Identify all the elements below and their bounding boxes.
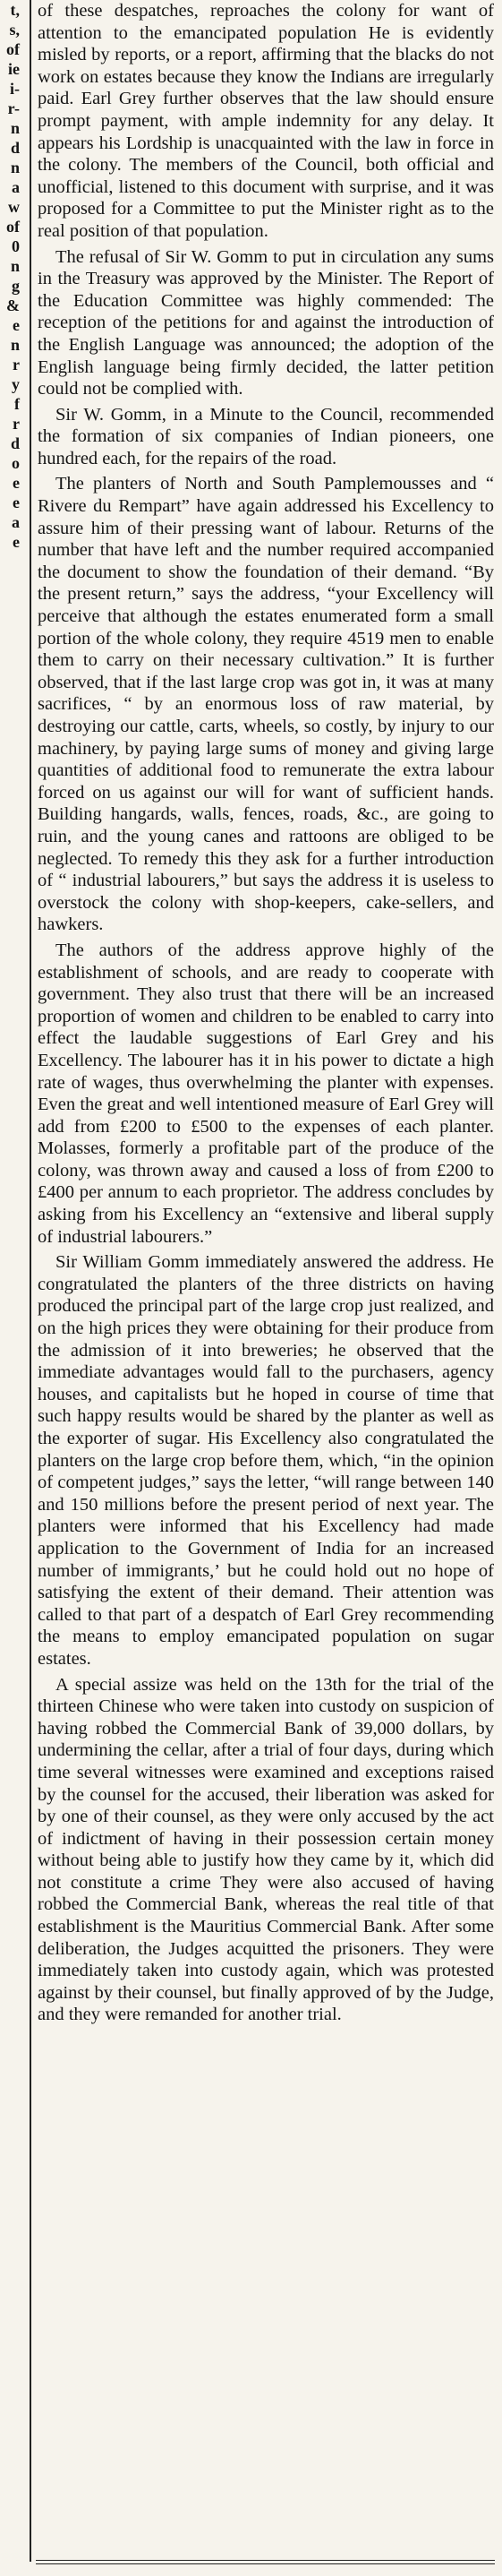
fragment-line: e <box>13 533 20 551</box>
fragment-line: t, <box>10 1 20 19</box>
fragment-line: g <box>12 277 20 295</box>
fragment-line: f <box>14 395 20 413</box>
paragraph-planters-address: The planters of North and South Pamplemousses and “ Rivere du Rempart” have again addressed his Excellency to assure him of their pressing want of labour. Returns of the number that have left and the number required accompanied the document to show the foundation of their demand. “By the present return,” says the address, “your Excellency will perceive that although the estates enumerated form a small portion of the whole colony, they require 4519 men to enable them to carry on their necessary cultivation.” It is further observed, that if the last large crop was got in, it was at many sacrifices, “ by an enormous loss of raw material, by destroying our cattle, carts, wheels, so costly, by injury to our machinery, by paying large sums of money and giving large quantities of additional food to remunerate the extra labour forced on us against our will for want of sufficient hands. Building hangards, walls, fences, roads, &c., are going to ruin, and the young canes and rattoons are obliged to be neglected. To remedy this they ask for a further introduction of “ industrial labourers,” but says the address it is useless to overstock the colony with shop-keepers, cake-sellers, and hawkers. <box>38 474 494 935</box>
fragment-line: n <box>10 119 20 137</box>
fragment-line: a <box>12 513 20 531</box>
fragment-line: r <box>13 415 20 433</box>
fragment-line: i- <box>10 80 20 98</box>
fragment-line: e <box>13 316 20 334</box>
fragment-line: & <box>6 296 20 314</box>
fragment-line: d <box>10 139 20 157</box>
paragraph-despatches: of these despatches, reproaches the colony for want of attention to the emancipated population He is evidently misled by reports, or a report, affirming that the blacks do not work on estates because they know the Indians are irregularly paid. Earl Grey further observes that the law should ensure prompt payment, with ample indemnity for any delay. It appears his Lordship is unacquainted with the law in force in the colony. The members of the Council, both official and unofficial, listened to this document with surprise, and it was proposed for a Committee to put the Minister right as to the real position of that population. <box>38 1 494 241</box>
fragment-line: r <box>13 356 20 374</box>
bottom-double-rule <box>36 2560 495 2564</box>
paragraph-gomm-answer: Sir William Gomm immediately answered the address. He congratulated the planters of the three districts on having produced the principal part of the large crop just realized, and on the high prices they were obtaining for their produce from the admission of it into breweries; he observed that the immediate advantages would fall to the purchasers, agency houses, and capitalists but he hoped in course of time that such happy results would be shared by the planter as well as the exporter of sugar. His Excellency also congratulated the planters on the large crop before them, which, “in the opinion of competent judges,” says the letter, “will range between 140 and 150 millions before the present period of next year. The planters were informed that his Excellency had made application to the Government of India for an increased number of immigrants,’ but he could hold out no hope of satisfying the extent of their demand. Their attention was called to that part of a despatch of Earl Grey recommending the means to employ emancipated population on sugar estates. <box>38 1252 494 1669</box>
paragraph-special-assize: A special assize was held on the 13th for the trial of the thirteen Chinese who were taken into custody on suspicion of having robbed the Commercial Bank of 39,000 dollars, by undermining the cellar, after a trial of four days, during which time several witnesses were examined and exceptions raised by the counsel for the accused, their liberation was asked for by one of their counsel, as they were only accused by the act of indictment of having in their possession certain money without being able to justify how they came by it, which did not constitute a crime They were also accused of having robbed the Commercial Bank, whereas the real title of that establishment is the Mauritius Commercial Bank. After some deliberation, the Judges acquitted the prisoners. They were immediately taken into custody again, which was protested against by their counsel, but finally approved of by the Judge, and they were remanded for another trial. <box>38 1674 494 2025</box>
fragment-line: of <box>6 218 20 236</box>
fragment-line: n <box>10 336 20 354</box>
fragment-line: a <box>12 178 20 196</box>
fragment-line: o <box>12 454 20 472</box>
fragment-line: n <box>10 159 20 176</box>
fragment-line: of <box>6 40 20 58</box>
fragment-line: n <box>10 257 20 275</box>
column-rule <box>30 0 31 2562</box>
fragment-line: w <box>8 198 20 216</box>
paragraph-treasury: The refusal of Sir W. Gomm to put in circulation any sums in the Treasury was approved by the Minister. The Report of the Education Committee was highly commended: The reception of the petitions for and against the introduction of the English Language was announced; the adoption of the English language being firmly decided, the latter petition could not be complied with. <box>38 246 494 399</box>
paragraph-schools: The authors of the address approve highly of the establishment of schools, and are ready to cooperate with government. They also trust that there will be an increased proportion of women and children to be enabled to carry into effect the laudable suggestions of Earl Grey and his Excellency. The labourer has it in his power to dictate a high rate of wages, thus overwhelming the planter with expenses. Even the great and well intentioned measure of Earl Grey will add from £200 to £500 to the expenses of each planter. Molasses, formerly a profitable part of the produce of the colony, was thrown away and caused a loss of from £200 to £400 per annum to each proprietor. The address concludes by asking from his Excellency an “extensive and liberal supply of industrial labourers.” <box>38 940 494 1247</box>
fragment-line: 0 <box>12 237 20 255</box>
fragment-line: e <box>13 474 20 492</box>
fragment-line: r- <box>7 99 20 117</box>
paragraph-pioneers: Sir W. Gomm, in a Minute to the Council, recommended the formation of six companies of Indian pioneers, one hundred each, for the repairs of the road. <box>38 404 494 468</box>
fragment-line: s, <box>9 21 20 39</box>
article-column <box>38 0 494 2562</box>
fragment-line: d <box>10 434 20 452</box>
fragment-line: e <box>13 494 20 511</box>
fragment-line: y <box>12 375 20 393</box>
adjacent-column-fragment <box>0 0 27 1290</box>
fragment-line: ie <box>8 60 20 78</box>
